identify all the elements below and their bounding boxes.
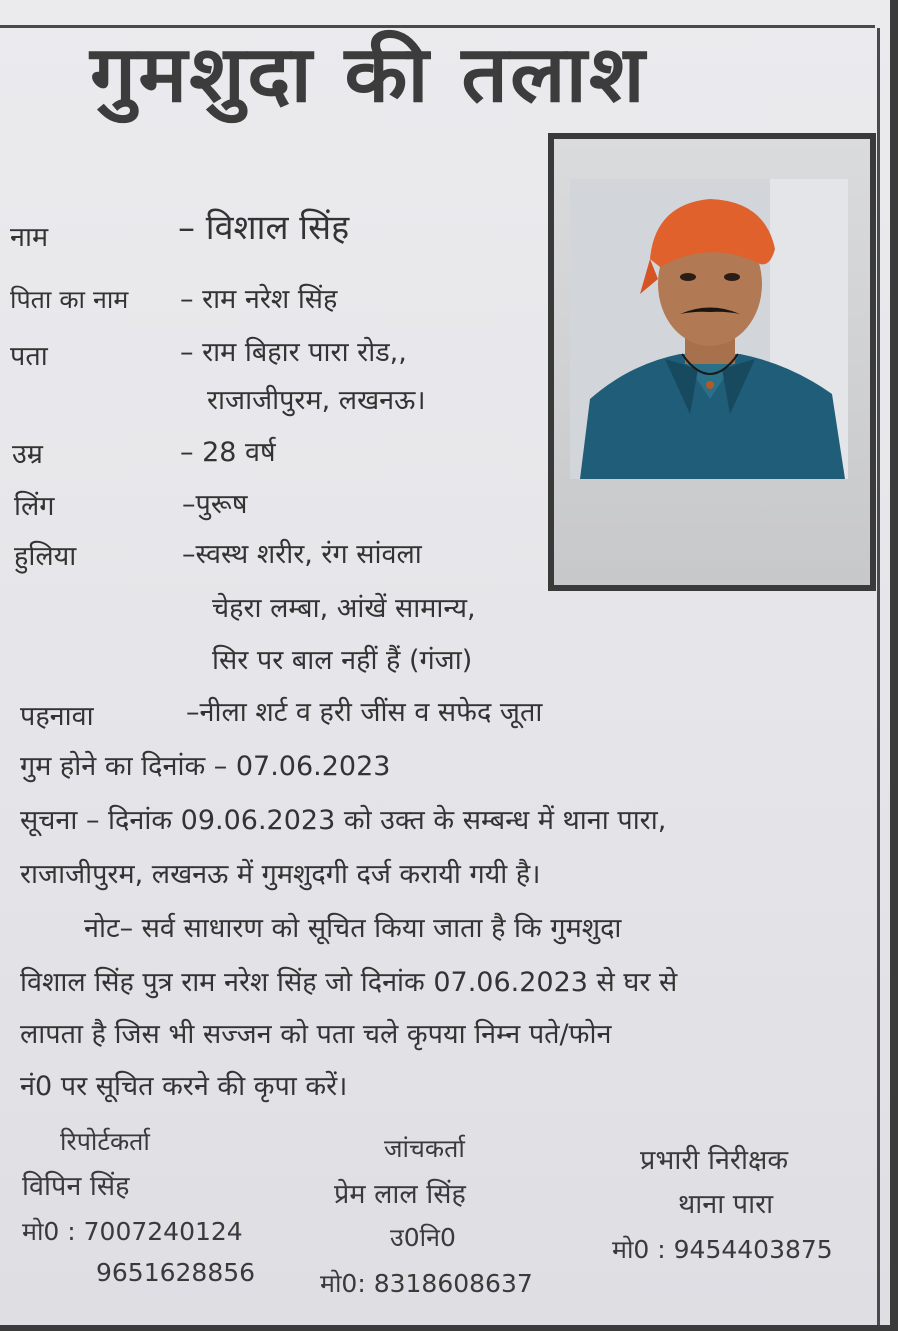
investigator-name: प्रेम लाल सिंह [334,1179,466,1210]
note-line-2: विशाल सिंह पुत्र राम नरेश सिंह जो दिनांक 07.06.2023 से घर से [20,967,678,998]
poster-title: गुमशुदा की तलाश [90,30,647,120]
photo-frame [548,133,876,591]
investigator-role: जांचकर्ता [384,1134,465,1163]
description-line-3: सिर पर बाल नहीं हैं (गंजा) [212,645,473,676]
note-line-3: लापता है जिस भी सज्जन को पता चले कृपया निम्न पते/फोन [20,1019,612,1050]
note-line-1: नोट– सर्व साधारण को सूचित किया जाता है कि गुमशुदा [84,913,622,944]
inspector-phone: मो0 : 9454403875 [612,1235,833,1264]
right-border [877,28,880,1325]
description-line-2: चेहरा लम्बा, आंखें सामान्य, [212,593,476,624]
investigator-rank: उ0नि0 [390,1223,456,1252]
father-name-label: पिता का नाम [10,285,129,314]
investigator-phone: मो0: 8318608637 [320,1269,533,1298]
missing-person-photo [570,179,848,479]
father-name-value: – राम नरेश सिंह [180,284,338,315]
clothing-value: –नीला शर्ट व हरी जींस व सफेद जूता [186,697,543,728]
missing-date-line: गुम होने का दिनांक – 07.06.2023 [20,751,391,782]
reporter-phone-1: मो0 : 7007240124 [22,1217,243,1246]
info-line-2: राजाजीपुरम, लखनऊ में गुमशुदगी दर्ज करायी गयी है। [20,859,541,890]
inspector-station: थाना पारा [678,1189,774,1220]
inspector-role: प्रभारी निरीक्षक [640,1145,789,1176]
age-label: उम्र [12,439,43,470]
gender-label: लिंग [14,491,55,522]
address-line-1: – राम बिहार पारा रोड,, [180,337,407,368]
address-line-2: राजाजीपुरम, लखनऊ। [207,385,426,416]
name-label: नाम [10,222,49,253]
reporter-role: रिपोर्टकर्ता [60,1127,150,1156]
gender-value: –पुरूष [182,489,248,520]
reporter-name: विपिन सिंह [22,1171,130,1202]
note-line-4: नं0 पर सूचित करने की कृपा करें। [20,1071,348,1102]
address-label: पता [10,341,48,372]
description-label: हुलिया [14,541,77,572]
description-line-1: –स्वस्थ शरीर, रंग सांवला [182,539,422,570]
name-value: – विशाल सिंह [178,208,350,248]
age-value: – 28 वर्ष [180,437,276,468]
info-line-1: सूचना – दिनांक 09.06.2023 को उक्त के सम्बन्ध में थाना पारा, [20,805,667,836]
clothing-label: पहनावा [20,701,94,732]
reporter-phone-2: 9651628856 [96,1258,256,1287]
